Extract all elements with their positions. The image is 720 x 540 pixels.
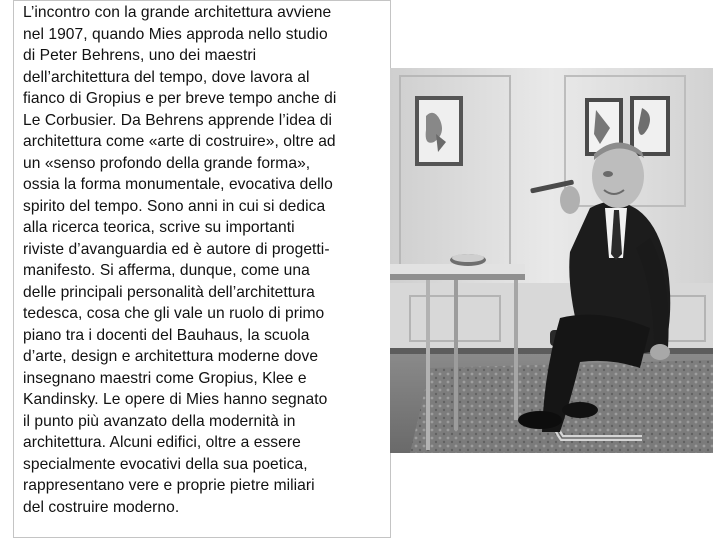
text-line: d’arte, design e architettura moderne dove xyxy=(23,348,319,365)
text-line: un «senso profondo della grande forma», xyxy=(23,154,311,172)
text-line: alla ricerca teorica, scrive su importanti xyxy=(23,219,295,236)
text-line: dell’architettura del tempo, dove lavora al xyxy=(23,68,310,86)
portrait-photo-icon xyxy=(390,68,713,453)
text-line: L’incontro con la grande architettura avviene xyxy=(23,4,332,21)
portrait-photo xyxy=(390,68,713,453)
text-panel xyxy=(13,0,391,538)
text-line: Kandinsky. Le opere di Mies hanno segnato xyxy=(23,391,328,408)
text-line: il punto più avanzato della modernità in xyxy=(23,412,296,430)
text-line: del costruire moderno. xyxy=(23,498,180,516)
text-line: architettura come «arte di costruire», oltre ad xyxy=(23,133,336,150)
text-line: manifesto. Si afferma, dunque, come una xyxy=(23,262,310,279)
text-line: delle principali personalità dell’architettura xyxy=(23,283,315,301)
text-line: specialmente evocativi della sua poetica, xyxy=(23,455,308,473)
text-line: spirito del tempo. Sono anni in cui si dedica xyxy=(23,197,326,215)
text-line: di Peter Behrens, uno dei maestri xyxy=(23,47,257,64)
text-line: architettura. Alcuni edifici, oltre a essere xyxy=(23,434,301,451)
text-line: tedesca, cosa che gli vale un ruolo di primo xyxy=(23,305,325,322)
text-line: piano tra i docenti del Bauhaus, la scuola xyxy=(23,326,310,344)
text-line: rappresentano vere e proprie pietre miliari xyxy=(23,477,315,494)
text-line: riviste d’avanguardia ed è autore di progetti- xyxy=(23,240,330,258)
text-line: nel 1907, quando Mies approda nello studio xyxy=(23,25,328,43)
body-paragraph xyxy=(23,2,390,518)
text-line: fianco di Gropius e per breve tempo anche di xyxy=(23,90,337,107)
text-line: insegnano maestri come Gropius, Klee e xyxy=(23,369,307,387)
text-line: Le Corbusier. Da Behrens apprende l’idea di xyxy=(23,111,333,129)
text-line: ossia la forma monumentale, evocativa dello xyxy=(23,176,333,193)
